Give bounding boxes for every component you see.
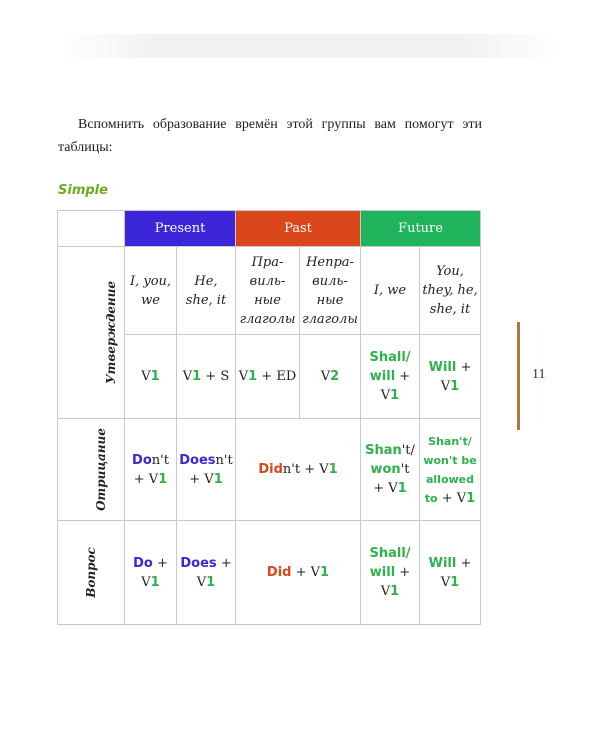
q-past bbox=[236, 521, 361, 625]
cell-text: 1 bbox=[397, 481, 407, 496]
cell-text: V bbox=[440, 378, 451, 394]
cell-text: V bbox=[456, 490, 467, 506]
cell-text: + bbox=[216, 555, 232, 571]
q-present-1 bbox=[125, 521, 177, 625]
cell-text: V bbox=[310, 565, 321, 580]
intro-paragraph bbox=[58, 113, 482, 159]
cell-text: 1 bbox=[390, 584, 400, 599]
cell-text: V bbox=[148, 471, 159, 487]
cell-text: 1 bbox=[248, 369, 258, 384]
cell-text: V bbox=[320, 369, 331, 384]
cell-text: + bbox=[395, 565, 411, 580]
cell-text: V bbox=[196, 574, 207, 590]
header-future: Future bbox=[361, 211, 481, 247]
pronoun-present-2: He, she, it bbox=[177, 247, 236, 335]
cell-text: Will bbox=[428, 555, 457, 571]
cell-text: Shall/ will bbox=[369, 546, 411, 580]
cell-text: V bbox=[141, 369, 151, 384]
cell-text: 1 bbox=[450, 574, 460, 590]
cell-text: 1 bbox=[150, 574, 160, 590]
cell-text: Shan't/ won't be allowed to bbox=[423, 434, 477, 505]
cell-text: Do bbox=[133, 555, 153, 571]
pronoun-future-1: I, we bbox=[361, 247, 420, 335]
cell-text: 1 bbox=[158, 471, 168, 487]
cell-text: n't bbox=[215, 452, 233, 468]
simple-tenses-table bbox=[57, 210, 481, 625]
cell-text: 1 bbox=[206, 574, 216, 590]
row-label-affirmative bbox=[58, 247, 125, 419]
cell-text: + bbox=[152, 555, 168, 571]
cell-text: + bbox=[291, 565, 311, 580]
cell-text: + bbox=[456, 555, 472, 571]
cell-text: 1 bbox=[466, 490, 476, 506]
cell-text: n't bbox=[151, 452, 169, 468]
question-row bbox=[58, 521, 481, 625]
cell-text: n't + bbox=[282, 462, 320, 477]
faded-header-strip bbox=[60, 34, 560, 58]
row-label-negative bbox=[58, 419, 125, 521]
page-margin-rule bbox=[517, 322, 520, 430]
corner-cell bbox=[58, 211, 125, 247]
q-future-2 bbox=[420, 521, 481, 625]
neg-present-2 bbox=[177, 419, 236, 521]
past-regular-label: Пра-виль-ные глаголы bbox=[236, 247, 300, 335]
neg-future-1 bbox=[361, 419, 420, 521]
row-label-question bbox=[58, 521, 125, 625]
cell-text: + bbox=[373, 481, 389, 496]
q-future-1 bbox=[361, 521, 420, 625]
negative-row bbox=[58, 419, 481, 521]
aff-present-1 bbox=[125, 335, 177, 419]
section-title: Simple bbox=[58, 183, 108, 198]
cell-text: 1 bbox=[213, 471, 223, 487]
cell-text: 1 bbox=[328, 462, 338, 477]
aff-future-1 bbox=[361, 335, 420, 419]
cell-text: V bbox=[440, 574, 451, 590]
cell-text: 1 bbox=[390, 388, 400, 403]
cell-text: 't bbox=[400, 462, 410, 477]
cell-text: 1 bbox=[192, 369, 202, 384]
cell-text: Do bbox=[132, 452, 152, 468]
cell-text: won bbox=[370, 462, 401, 477]
cell-text: V bbox=[204, 471, 214, 487]
cell-text: Shall/ will bbox=[369, 350, 411, 384]
cell-text: V bbox=[182, 369, 193, 384]
cell-text: V bbox=[141, 574, 151, 590]
cell-text: Will bbox=[428, 359, 457, 375]
cell-text: Shan bbox=[365, 443, 402, 458]
cell-text: V bbox=[319, 462, 329, 477]
row-label-negative-text: Отрицание bbox=[93, 428, 108, 511]
row-label-affirmative-text: Утверждение bbox=[104, 280, 119, 385]
header-present: Present bbox=[125, 211, 236, 247]
aff-present-2 bbox=[177, 335, 236, 419]
neg-present-1 bbox=[125, 419, 177, 521]
pronoun-row bbox=[58, 247, 481, 335]
past-irregular-label: Непра-виль-ные глаголы bbox=[300, 247, 361, 335]
q-present-2 bbox=[177, 521, 236, 625]
neg-past bbox=[236, 419, 361, 521]
cell-text: 1 bbox=[150, 369, 160, 384]
aff-past-regular bbox=[236, 335, 300, 419]
aff-future-2 bbox=[420, 335, 481, 419]
cell-text: Did bbox=[258, 462, 283, 477]
cell-text: Did bbox=[266, 565, 292, 580]
cell-text: 1 bbox=[450, 378, 460, 394]
cell-text: Does bbox=[180, 555, 217, 571]
cell-text: 1 bbox=[320, 565, 330, 580]
cell-text: + bbox=[437, 490, 457, 506]
header-row bbox=[58, 211, 481, 247]
cell-text: + bbox=[189, 471, 205, 487]
page-number: 11 bbox=[532, 367, 546, 382]
pronoun-future-2: You, they, he, she, it bbox=[420, 247, 481, 335]
cell-text: V bbox=[380, 388, 391, 403]
cell-text: V bbox=[238, 369, 249, 384]
cell-text: 2 bbox=[330, 369, 340, 384]
cell-text: V bbox=[388, 481, 398, 496]
intro-text: Вспомнить образование времён этой группы вам помогут эти таблицы: bbox=[58, 117, 482, 155]
cell-text: + bbox=[456, 359, 472, 375]
row-label-question-text: Вопрос bbox=[83, 547, 98, 598]
aff-past-irregular bbox=[300, 335, 361, 419]
cell-text: + S bbox=[201, 369, 230, 384]
cell-text: 't/ bbox=[401, 443, 415, 458]
pronoun-present-1: I, you, we bbox=[125, 247, 177, 335]
cell-text: V bbox=[380, 584, 391, 599]
neg-future-2 bbox=[420, 419, 481, 521]
cell-text: + ED bbox=[257, 369, 297, 384]
cell-text: + bbox=[133, 471, 149, 487]
cell-text: Does bbox=[179, 452, 216, 468]
cell-text: + bbox=[395, 369, 411, 384]
header-past: Past bbox=[236, 211, 361, 247]
